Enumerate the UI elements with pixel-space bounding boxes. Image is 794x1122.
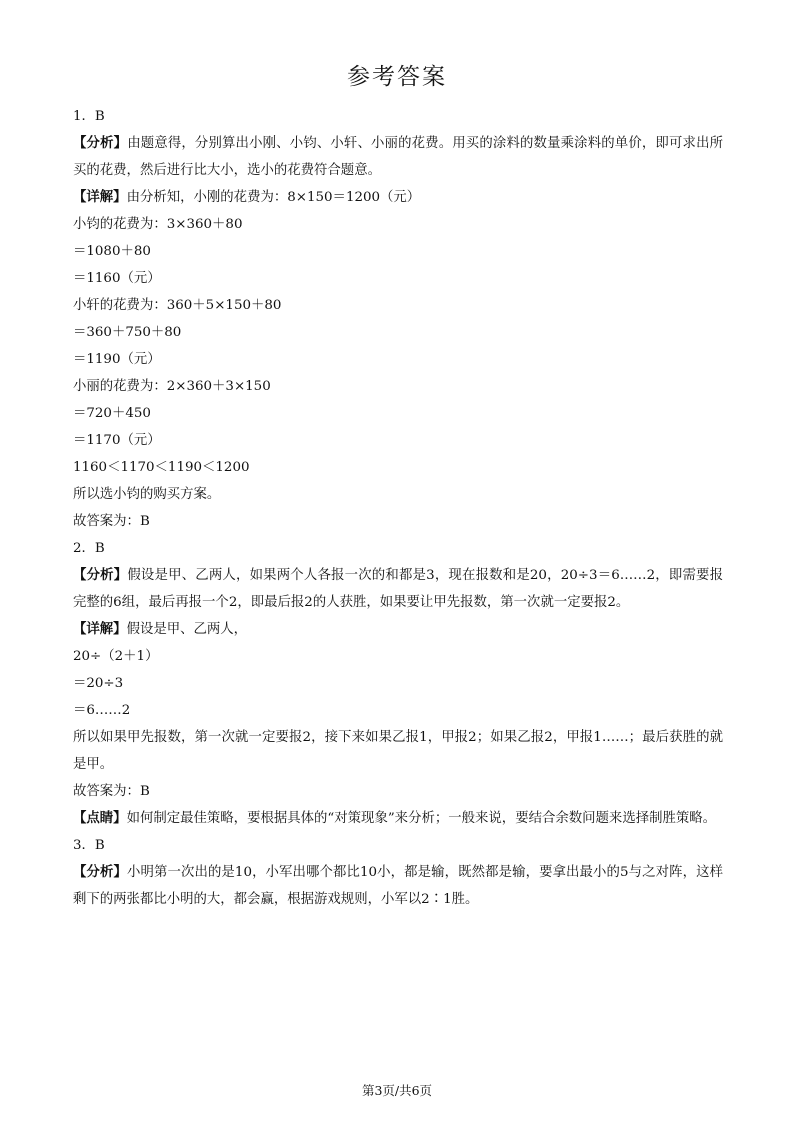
analysis-paragraph: 【分析】由题意得，分别算出小刚、小钧、小轩、小丽的花费。用买的涂料的数量乘涂料的单价，即可求出所买的花费，然后进行比大小，选小的花费符合题意。 — [73, 135, 724, 178]
calc-line: ＝360＋750＋80 — [73, 325, 182, 340]
analysis-paragraph: 【分析】小明第一次出的是10，小军出哪个都比10小，都是输，既然都是输，要拿出最小的5与之对阵，这样剩下的两张都比小明的大，都会赢，根据游戏规则，小军以2∶1胜。 — [73, 864, 723, 907]
calc-line: ＝1160（元） — [73, 271, 161, 286]
section-tag: 【详解】 — [73, 189, 127, 205]
comparison-line: 1160＜1170＜1190＜1200 — [73, 460, 250, 475]
calc-line: ＝6……2 — [73, 703, 131, 718]
calc-line: ＝1190（元） — [73, 352, 161, 367]
calc-line: 小钧的花费为：3×360＋80 — [73, 217, 243, 232]
answer-content — [73, 103, 723, 913]
calc-line: ＝1170（元） — [73, 433, 161, 448]
conclusion-line: 所以如果甲先报数，第一次就一定要报2，接下来如果乙报1，甲报2；如果乙报2，甲报1……；最后获胜的就是甲。 — [73, 730, 723, 772]
detail-paragraph: 【详解】假设是甲、乙两人， — [73, 621, 248, 637]
calc-line: 小轩的花费为：360＋5×150＋80 — [73, 298, 282, 313]
detail-paragraph: 【详解】由分析知，小刚的花费为：8×150＝1200（元） — [73, 189, 421, 205]
question-number: 3．B — [73, 838, 105, 853]
section-tag: 【详解】 — [73, 621, 127, 637]
section-tag: 【点睛】 — [73, 810, 127, 826]
question-number: 2．B — [73, 541, 105, 556]
conclusion-line: 所以选小钧的购买方案。 — [73, 487, 221, 502]
comment-paragraph: 【点睛】如何制定最佳策略，要根据具体的“对策现象”来分析；一般来说，要结合余数问题来选择制胜策略。 — [73, 810, 717, 826]
analysis-paragraph: 【分析】假设是甲、乙两人，如果两个人各报一次的和都是3，现在报数和是20，20÷3＝6……2，即需要报完整的6组，最后再报一个2，即最后报2的人获胜，如果要让甲先报数，第一次就一定要报2。 — [73, 567, 723, 610]
answer-line: 故答案为：B — [73, 784, 150, 799]
calc-line: 小丽的花费为：2×360＋3×150 — [73, 379, 271, 394]
page-footer: 第3页/共6页 — [361, 1083, 433, 1098]
calc-line: ＝20÷3 — [73, 676, 124, 691]
section-tag: 【分析】 — [73, 135, 128, 151]
calc-line: ＝1080＋80 — [73, 244, 151, 259]
section-tag: 【分析】 — [73, 567, 128, 583]
calc-line: ＝720＋450 — [73, 406, 151, 421]
section-tag: 【分析】 — [73, 864, 127, 880]
question-number: 1．B — [73, 109, 105, 124]
calc-line: 20÷（2＋1） — [73, 649, 159, 664]
page-title: 参考答案 — [347, 64, 447, 90]
answer-line: 故答案为：B — [73, 514, 150, 529]
